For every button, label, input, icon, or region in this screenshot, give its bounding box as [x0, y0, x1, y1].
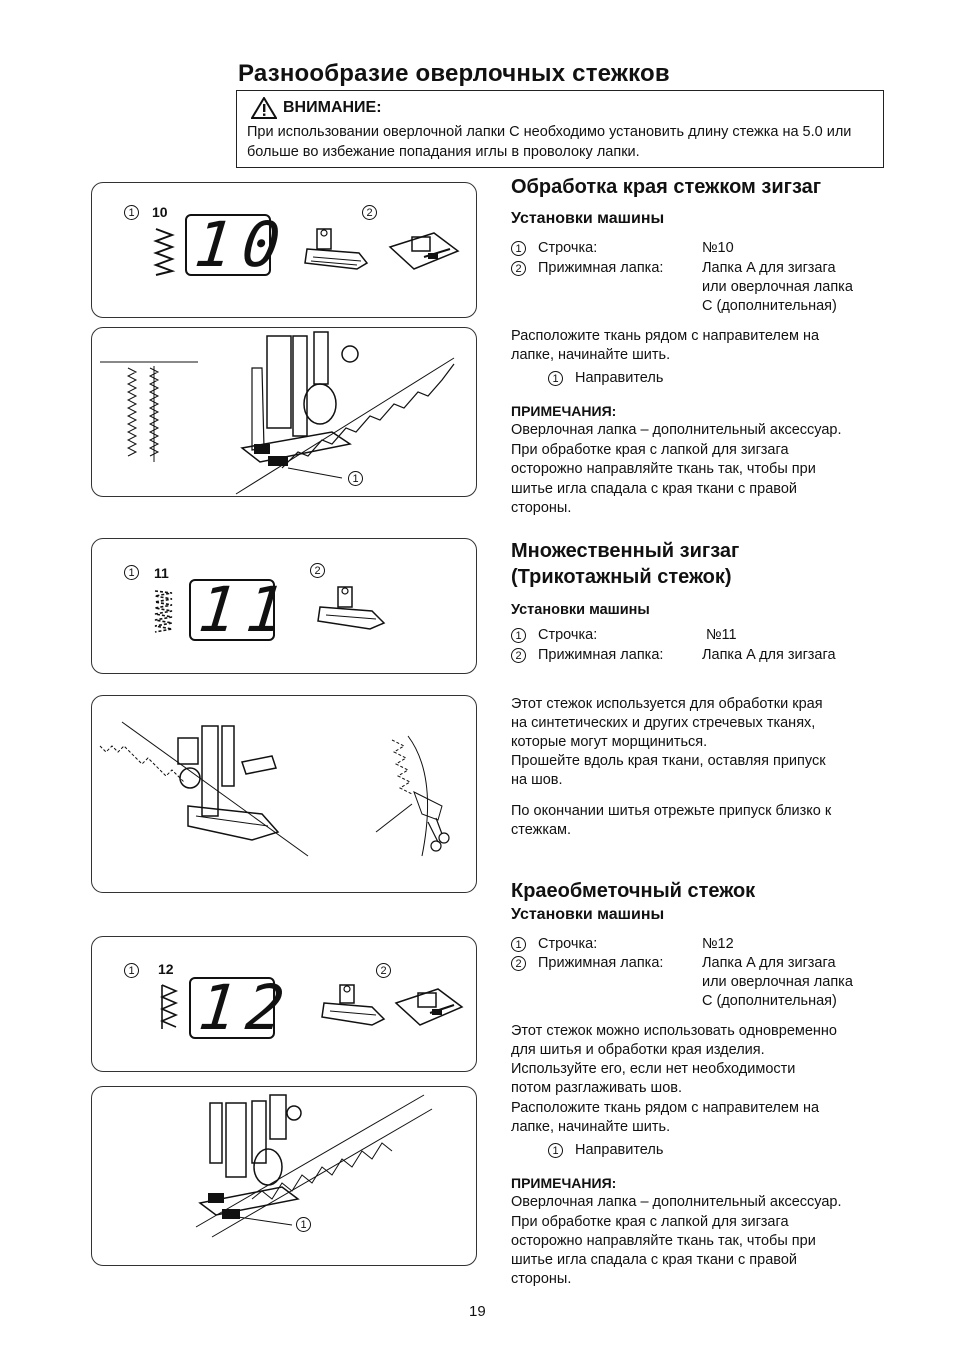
foot-label: Прижимная лапка: [538, 955, 664, 971]
lcd-display [189, 573, 298, 646]
marker-1: 1 [348, 471, 363, 486]
body-text: для шитья и обработки края изделия. [511, 1042, 765, 1058]
notes-line: При обработке края с лапкой для зигзага [511, 442, 789, 458]
foot-value: Лапка A для зигзага [702, 647, 836, 663]
marker-1: 1 [511, 241, 526, 256]
marker-1: 1 [124, 565, 139, 580]
zigzag-foot-icon [297, 223, 377, 281]
guide-label: Направитель [575, 370, 664, 386]
marker-1: 1 [124, 963, 139, 978]
overlock-foot-icon [384, 223, 464, 281]
marker-2: 2 [310, 563, 325, 578]
sewing-illustration-11 [91, 695, 477, 893]
body-text: на синтетических и других стречевых тканях, [511, 715, 816, 731]
notes-line: стороны. [511, 1271, 572, 1287]
section-heading: Краеобметочный стежок [511, 880, 756, 902]
section-heading: Обработка края стежком зигзаг [511, 176, 822, 198]
lcd-value: 10 [191, 208, 294, 281]
settings-panel-12 [91, 936, 477, 1072]
zigzag-edge-illustration [92, 328, 478, 498]
warning-triangle-icon [251, 97, 277, 119]
notes-heading: ПРИМЕЧАНИЯ: [511, 403, 617, 419]
marker-2: 2 [362, 205, 377, 220]
marker-1: 1 [296, 1217, 311, 1232]
warning-text: При использовании оверлочной лапки С необходимо установить длину стежка на 5.0 или больше во избежание попадания иглы в проволоку лапки. [247, 124, 852, 160]
marker-1: 1 [124, 205, 139, 220]
lcd-value: 12 [195, 971, 298, 1044]
stitch-value: №10 [702, 240, 734, 256]
stitch-number: 12 [158, 961, 174, 977]
lcd-value: 11 [195, 573, 298, 646]
warning-heading: ВНИМАНИЕ: [283, 99, 382, 116]
settings-heading: Установки машины [511, 602, 650, 618]
foot-value: Лапка A для зигзага [702, 955, 836, 971]
notes-line: шитье игла спадала с края ткани с правой [511, 481, 797, 497]
page-title: Разнообразие оверлочных стежков [238, 60, 670, 87]
marker-1: 1 [511, 628, 526, 643]
foot-value: С (дополнительная) [702, 298, 837, 314]
lcd-display [189, 971, 298, 1044]
marker-2: 2 [511, 956, 526, 971]
sewing-illustration-12 [91, 1086, 477, 1266]
body-text: на шов. [511, 772, 563, 788]
stitch-value: №12 [702, 936, 734, 952]
overedge-stitch-icon [156, 983, 182, 1031]
body-text: стежкам. [511, 822, 572, 838]
body-text: Этот стежок используется для обработки края [511, 696, 823, 712]
notes-line: шитье игла спадала с края ткани с правой [511, 1252, 797, 1268]
foot-label: Прижимная лапка: [538, 260, 664, 276]
zigzag-foot-icon [318, 981, 390, 1037]
warning-box [236, 90, 884, 168]
notes-line: осторожно направляйте ткань так, чтобы при [511, 1233, 816, 1249]
section-heading: (Трикотажный стежок) [511, 566, 732, 588]
body-text: Используйте его, если нет необходимости [511, 1061, 796, 1077]
foot-value: или оверлочная лапка [702, 974, 853, 990]
stitch-label: Строчка: [538, 936, 598, 952]
stitch-label: Строчка: [538, 240, 598, 256]
marker-1: 1 [548, 1143, 563, 1158]
page-number: 19 [469, 1303, 486, 1320]
sewing-illustration-10 [91, 327, 477, 497]
overedge-illustration [92, 1087, 478, 1267]
notes-heading: ПРИМЕЧАНИЯ: [511, 1175, 617, 1191]
marker-1: 1 [548, 371, 563, 386]
foot-value: С (дополнительная) [702, 993, 837, 1009]
body-text: лапке, начинайте шить. [511, 1119, 671, 1135]
marker-2: 2 [511, 261, 526, 276]
zigzag-foot-icon [312, 583, 392, 641]
body-text: Расположите ткань рядом с направителем на [511, 328, 820, 344]
zigzag-stitch-icon [152, 227, 176, 277]
settings-heading: Установки машины [511, 210, 665, 227]
warning-heading-row [251, 97, 382, 119]
marker-2: 2 [511, 648, 526, 663]
settings-heading: Установки машины [511, 906, 665, 923]
stitch-label: Строчка: [538, 627, 598, 643]
notes-line: стороны. [511, 500, 572, 516]
guide-label: Направитель [575, 1142, 664, 1158]
notes-line: Оверлочная лапка – дополнительный аксессуар. [511, 1194, 842, 1210]
multi-zigzag-illustration [92, 696, 478, 894]
body-text: которые могут морщиниться. [511, 734, 708, 750]
notes-line: Оверлочная лапка – дополнительный аксессуар. [511, 422, 842, 438]
foot-label: Прижимная лапка: [538, 647, 664, 663]
foot-value: Лапка A для зигзага [702, 260, 836, 276]
overlock-foot-icon [392, 981, 466, 1037]
section-heading: Множественный зигзаг [511, 540, 740, 562]
notes-line: осторожно направляйте ткань так, чтобы при [511, 461, 816, 477]
stitch-number: 11 [154, 565, 169, 581]
settings-panel-10 [91, 182, 477, 318]
marker-1: 1 [511, 937, 526, 952]
body-text: лапке, начинайте шить. [511, 347, 671, 363]
body-text: Расположите ткань рядом с направителем на [511, 1100, 820, 1116]
stitch-number: 10 [152, 204, 168, 220]
body-text: Прошейте вдоль края ткани, оставляя припуск [511, 753, 826, 769]
multi-zigzag-icon [152, 587, 178, 635]
marker-2: 2 [376, 963, 391, 978]
stitch-value: №11 [706, 627, 737, 643]
body-text: потом разглаживать шов. [511, 1080, 682, 1096]
foot-value: или оверлочная лапка [702, 279, 853, 295]
notes-line: При обработке края с лапкой для зигзага [511, 1214, 789, 1230]
body-text: Этот стежок можно использовать одновременно [511, 1023, 837, 1039]
lcd-display [185, 208, 294, 281]
body-text: По окончании шитья отрежьте припуск близко к [511, 803, 832, 819]
settings-panel-11 [91, 538, 477, 674]
